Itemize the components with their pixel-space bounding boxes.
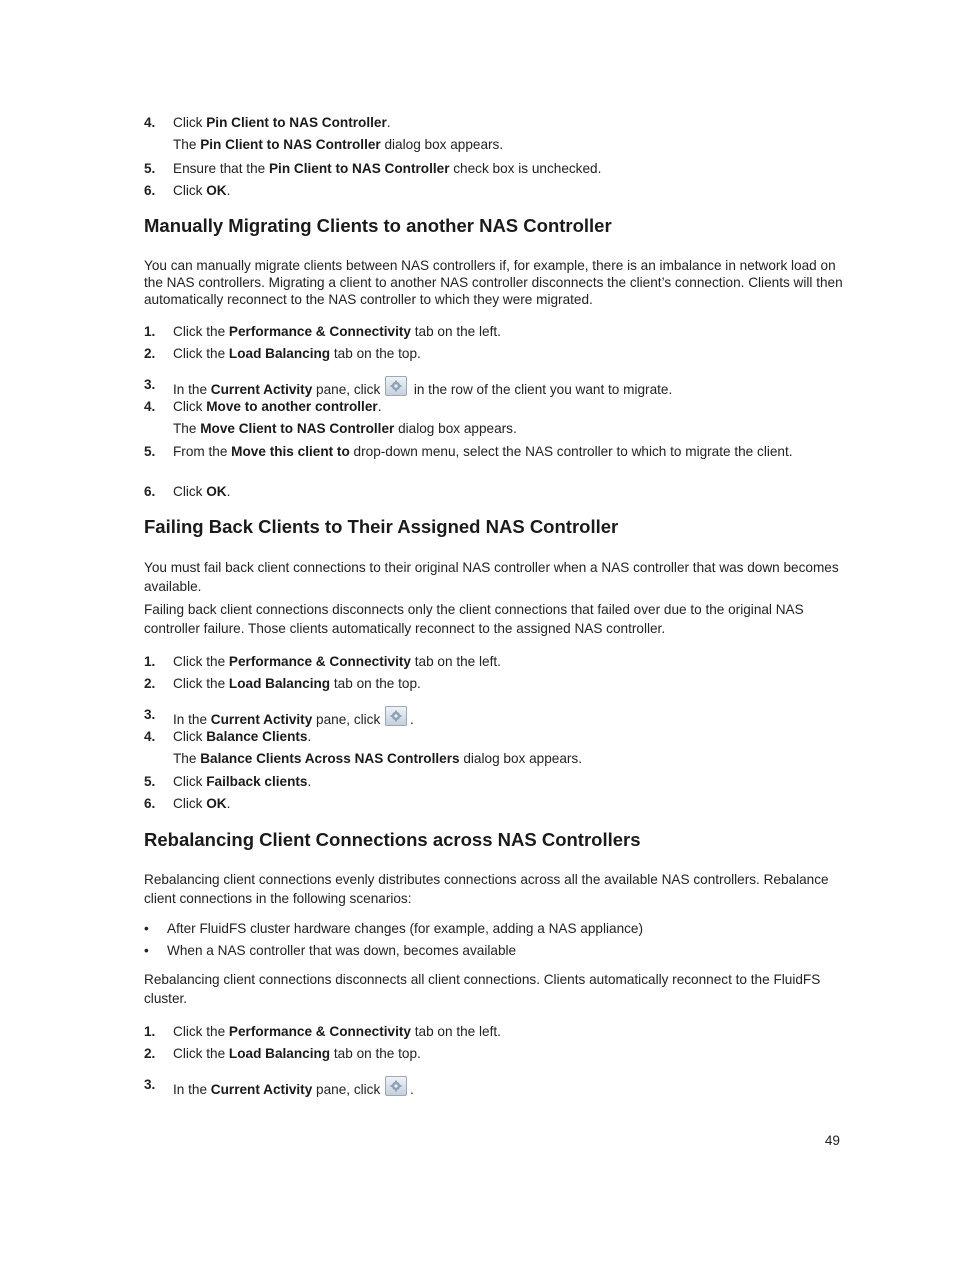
paragraph-rebalance-intro: Rebalancing client connections evenly distributes connections across all the available NAS controllers. Rebalance client connections in the following scenarios: (144, 872, 829, 906)
paragraph-rebalance-detail: Rebalancing client connections disconnects all client connections. Clients automatically reconnect to the FluidFS cluster. (144, 972, 821, 1006)
heading-manually-migrating: Manually Migrating Clients to another NAS Controller (144, 215, 612, 236)
paragraph-migrate-intro: You can manually migrate clients between NAS controllers if, for example, there is an imbalance in network load on the NAS controllers. Migrating a client to another NAS controller disconnects the client’s connection. Clients will then automatically reconnect to the NAS controller to which they were migrated. (144, 258, 843, 307)
heading-rebalancing: Rebalancing Client Connections across NAS Controllers (144, 829, 641, 850)
settings-button[interactable] (385, 1076, 407, 1096)
step-4-note: The Pin Client to NAS Controller dialog box appears. (173, 137, 504, 152)
step-4-note: The Move Client to NAS Controller dialog box appears. (173, 421, 517, 436)
paragraph-failback-detail: Failing back client connections disconnects only the client connections that failed over due to the original NAS controller failure. Those clients automatically reconnect to the assigned NAS controller. (144, 602, 804, 636)
settings-button[interactable] (385, 376, 407, 396)
settings-button[interactable] (385, 706, 407, 726)
heading-failing-back: Failing Back Clients to Their Assigned NAS Controller (144, 516, 619, 537)
gear-icon (390, 710, 402, 722)
gear-icon (390, 1080, 402, 1092)
paragraph-failback-intro: You must fail back client connections to their original NAS controller when a NAS controller that was down becomes available. (144, 560, 839, 594)
gear-icon (390, 380, 402, 392)
step-4-note: The Balance Clients Across NAS Controllers dialog box appears. (173, 751, 583, 766)
page-number: 49 (824, 1133, 840, 1148)
